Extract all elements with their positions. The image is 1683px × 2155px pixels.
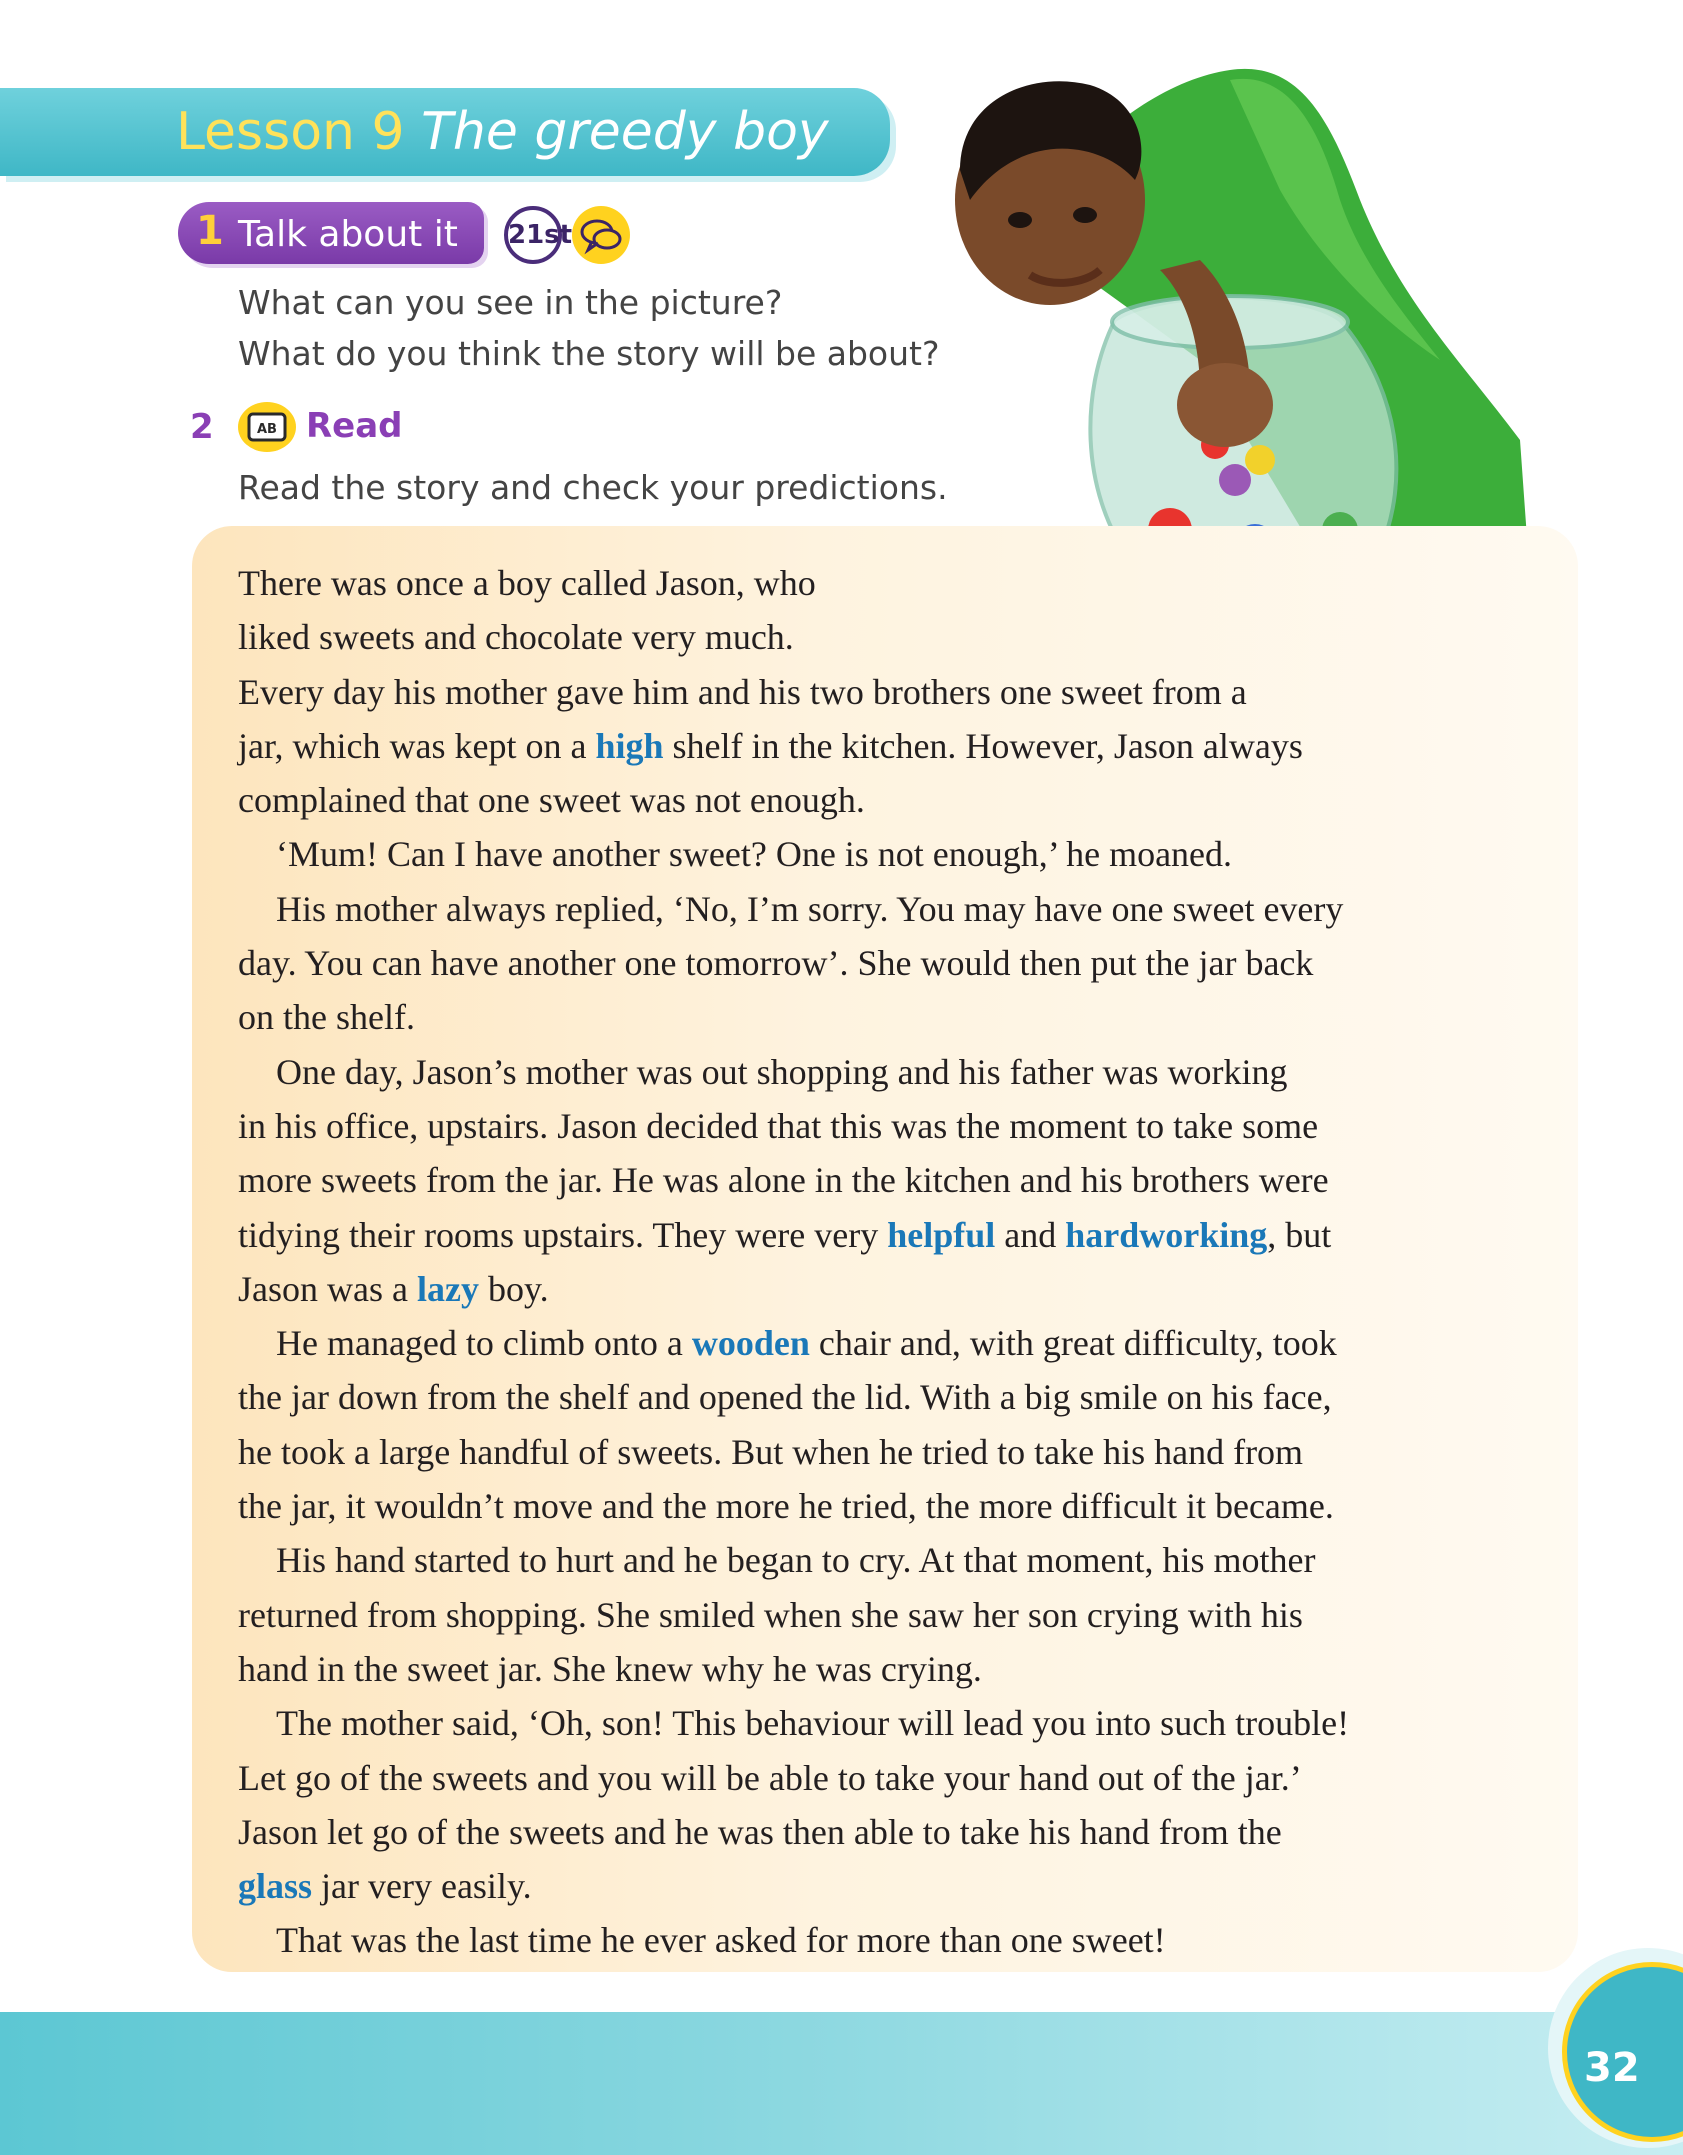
story-text-span: tidying their rooms upstairs. They were very — [238, 1214, 888, 1255]
21st-badge-text: 21st — [508, 220, 573, 250]
story-text — [238, 556, 1538, 1968]
story-line: Every day his mother gave him and his two brothers one sweet from a — [238, 671, 1247, 712]
keyword-helpful[interactable]: helpful — [887, 1214, 996, 1255]
story-line: That was the last time he ever asked for more than one sweet! — [276, 1920, 1166, 1961]
story-text-span: Jason was a — [238, 1268, 417, 1309]
story-line: complained that one sweet was not enough. — [238, 780, 865, 821]
lesson-title: The greedy boy — [421, 102, 829, 162]
page-number: 32 — [1584, 2045, 1640, 2091]
ab-badge-text: AB — [257, 422, 277, 437]
story-text-span: jar, which was kept on a — [238, 725, 596, 766]
lesson-banner — [0, 88, 890, 176]
story-line: hand in the sweet jar. She knew why he was crying. — [238, 1648, 982, 1689]
story-line: The mother said, ‘Oh, son! This behaviour will lead you into such trouble! — [276, 1703, 1350, 1744]
story-line — [238, 1316, 1538, 1370]
activity-book-svg — [238, 402, 296, 452]
story-line: His hand started to hurt and he began to cry. At that moment, his mother — [276, 1540, 1316, 1581]
story-line: Let go of the sweets and you will be able to take your hand out of the jar.’ — [238, 1757, 1302, 1798]
keyword-glass[interactable]: glass — [238, 1866, 313, 1907]
story-box — [192, 526, 1578, 1972]
speech-bubbles-icon — [572, 206, 630, 264]
story-line — [238, 1208, 1538, 1262]
story-line: he took a large handful of sweets. But when he tried to take his hand from — [238, 1431, 1304, 1472]
story-line: the jar, it wouldn’t move and the more he tried, the more difficult it became. — [238, 1486, 1334, 1527]
story-line: One day, Jason’s mother was out shopping and his father was working — [276, 1051, 1288, 1092]
section-1-label: Talk about it — [238, 214, 458, 255]
story-text-span: chair and, with great difficulty, took — [809, 1323, 1337, 1364]
story-line: returned from shopping. She smiled when she saw her son crying with his — [238, 1594, 1303, 1635]
story-text-span: shelf in the kitchen. However, Jason always — [663, 725, 1303, 766]
lesson-number: Lesson 9 — [176, 102, 405, 162]
story-text-span: and — [995, 1214, 1066, 1255]
story-text-span: jar very easily. — [312, 1866, 532, 1907]
section-2-number: 2 — [190, 407, 214, 447]
story-line: the jar down from the shelf and opened the lid. With a big smile on his face, — [238, 1377, 1332, 1418]
story-line: ‘Mum! Can I have another sweet? One is not enough,’ he moaned. — [276, 834, 1233, 875]
activity-book-icon — [238, 402, 296, 452]
read-instruction: Read the story and check your predictions. — [238, 468, 948, 507]
story-line: in his office, upstairs. Jason decided that this was the moment to take some — [238, 1105, 1319, 1146]
keyword-high[interactable]: high — [595, 725, 664, 766]
story-line: on the shelf. — [238, 997, 415, 1038]
story-line: His mother always replied, ‘No, I’m sorry. You may have one sweet every — [276, 888, 1344, 929]
story-line: liked sweets and chocolate very much. — [238, 617, 794, 658]
story-line: There was once a boy called Jason, who — [238, 563, 816, 603]
question-1: What can you see in the picture? — [238, 283, 783, 322]
story-line: Jason let go of the sweets and he was then able to take his hand from the — [238, 1811, 1282, 1852]
story-text-span: , but — [1267, 1214, 1332, 1255]
story-line — [238, 1859, 1538, 1913]
story-line: day. You can have another one tomorrow’. She would then put the jar back — [238, 943, 1314, 984]
keyword-wooden[interactable]: wooden — [691, 1323, 810, 1364]
question-2: What do you think the story will be about? — [238, 334, 940, 373]
story-line: more sweets from the jar. He was alone in the kitchen and his brothers were — [238, 1160, 1329, 1201]
lesson-heading — [176, 102, 829, 162]
story-text-span: boy. — [478, 1268, 549, 1309]
section-2-label: Read — [306, 406, 403, 446]
keyword-lazy[interactable]: lazy — [416, 1268, 479, 1309]
21st-century-skills-icon — [504, 206, 573, 264]
speech-bubbles-svg — [572, 206, 630, 264]
story-line — [238, 719, 1538, 773]
section-1-header — [178, 202, 484, 264]
section-1-number: 1 — [196, 208, 224, 254]
story-line — [238, 1262, 1538, 1316]
keyword-hardworking[interactable]: hardworking — [1065, 1214, 1268, 1255]
page-footer — [0, 2012, 1683, 2155]
story-text-span: He managed to climb onto a — [276, 1323, 692, 1364]
